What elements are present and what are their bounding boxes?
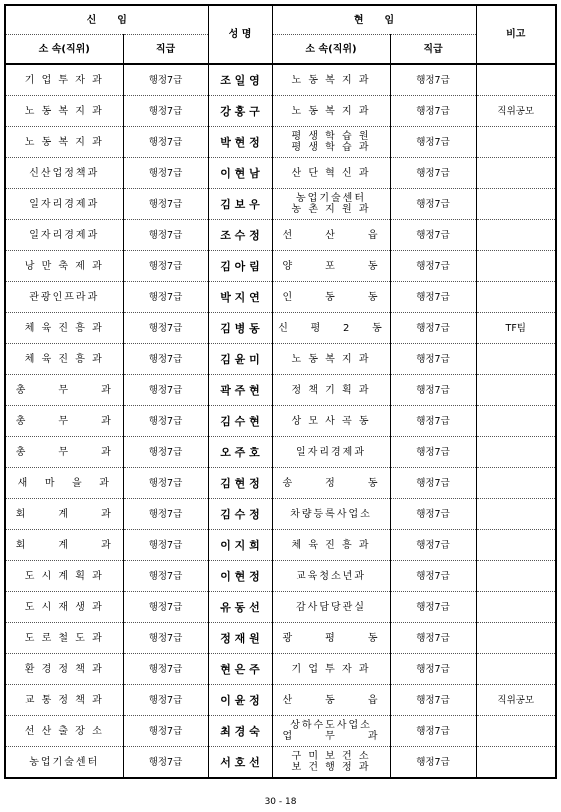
page-number: 30 - 18	[264, 797, 297, 807]
table-row	[5, 716, 556, 747]
current-grade-cell: 행정7급	[390, 716, 476, 747]
table-row	[5, 499, 556, 530]
current-dept-cell: 차량등록사업소	[272, 499, 390, 530]
current-grade-cell: 행정7급	[390, 344, 476, 375]
current-grade-cell: 행정7급	[390, 375, 476, 406]
current-grade-cell: 행정7급	[390, 499, 476, 530]
header-new-group: 신 임	[5, 5, 208, 35]
note-cell: 직위공모	[476, 96, 556, 127]
table-row	[5, 561, 556, 592]
new-grade-cell: 행정7급	[123, 375, 208, 406]
new-dept-cell: 도 로 철 도 과	[5, 623, 123, 654]
note-cell	[476, 251, 556, 282]
note-cell	[476, 64, 556, 96]
new-grade-cell: 행정7급	[123, 561, 208, 592]
current-grade-cell: 행정7급	[390, 251, 476, 282]
current-grade-cell: 행정7급	[390, 127, 476, 158]
new-grade-cell: 행정7급	[123, 716, 208, 747]
new-dept-cell: 도 시 재 생 과	[5, 592, 123, 623]
header-row-1	[5, 5, 556, 35]
new-grade-cell: 행정7급	[123, 406, 208, 437]
note-cell	[476, 747, 556, 779]
table-row	[5, 375, 556, 406]
new-dept-cell: 총 무 과	[5, 375, 123, 406]
new-grade-cell: 행정7급	[123, 654, 208, 685]
new-grade-cell: 행정7급	[123, 220, 208, 251]
header-current-group: 현 임	[272, 5, 476, 35]
table-body	[5, 64, 556, 778]
name-cell: 이 현 정	[208, 561, 272, 592]
current-dept-cell: 산 동 읍	[272, 685, 390, 716]
current-dept-cell: 노 동 복 지 과	[272, 64, 390, 96]
name-cell: 서 호 선	[208, 747, 272, 779]
current-grade-cell: 행정7급	[390, 64, 476, 96]
table-row	[5, 251, 556, 282]
table-row	[5, 685, 556, 716]
name-cell: 유 동 선	[208, 592, 272, 623]
current-dept-cell: 정 책 기 획 과	[272, 375, 390, 406]
note-cell	[476, 592, 556, 623]
current-grade-cell: 행정7급	[390, 96, 476, 127]
table-row	[5, 530, 556, 561]
new-dept-cell: 선 산 출 장 소	[5, 716, 123, 747]
header-note: 비고	[476, 5, 556, 64]
note-cell	[476, 127, 556, 158]
name-cell: 현 은 주	[208, 654, 272, 685]
name-cell: 김 수 정	[208, 499, 272, 530]
header-row-2	[5, 35, 556, 65]
note-cell	[476, 716, 556, 747]
table-row	[5, 127, 556, 158]
name-cell: 곽 주 현	[208, 375, 272, 406]
new-grade-cell: 행정7급	[123, 747, 208, 779]
current-grade-cell: 행정7급	[390, 685, 476, 716]
table-row	[5, 220, 556, 251]
new-grade-cell: 행정7급	[123, 623, 208, 654]
table-row	[5, 406, 556, 437]
name-cell: 이 윤 정	[208, 685, 272, 716]
new-grade-cell: 행정7급	[123, 158, 208, 189]
new-grade-cell: 행정7급	[123, 127, 208, 158]
new-grade-cell: 행정7급	[123, 282, 208, 313]
name-cell: 박 지 연	[208, 282, 272, 313]
current-grade-cell: 행정7급	[390, 158, 476, 189]
current-dept-cell: 송 정 동	[272, 468, 390, 499]
new-grade-cell: 행정7급	[123, 96, 208, 127]
note-cell: 직위공모	[476, 685, 556, 716]
new-dept-cell: 총 무 과	[5, 437, 123, 468]
new-dept-cell: 노 동 복 지 과	[5, 96, 123, 127]
new-grade-cell: 행정7급	[123, 499, 208, 530]
new-grade-cell: 행정7급	[123, 313, 208, 344]
note-cell	[476, 344, 556, 375]
name-cell: 강 홍 구	[208, 96, 272, 127]
personnel-table-page	[4, 4, 555, 779]
name-cell: 오 주 호	[208, 437, 272, 468]
current-dept-cell: 평 생 학 습 원 평 생 학 습 과	[272, 127, 390, 158]
new-dept-cell: 교 통 정 책 과	[5, 685, 123, 716]
current-grade-cell: 행정7급	[390, 468, 476, 499]
name-cell: 조 일 영	[208, 64, 272, 96]
note-cell	[476, 282, 556, 313]
header-current-dept: 소 속(직위)	[272, 35, 390, 65]
new-dept-cell: 일자리경제과	[5, 189, 123, 220]
note-cell	[476, 406, 556, 437]
name-cell: 김 아 림	[208, 251, 272, 282]
name-cell: 이 현 남	[208, 158, 272, 189]
table-row	[5, 189, 556, 220]
new-grade-cell: 행정7급	[123, 685, 208, 716]
new-dept-cell: 신산업정책과	[5, 158, 123, 189]
table-row	[5, 282, 556, 313]
current-dept-cell: 체 육 진 흥 과	[272, 530, 390, 561]
note-cell	[476, 437, 556, 468]
note-cell	[476, 158, 556, 189]
new-dept-cell: 체 육 진 흥 과	[5, 313, 123, 344]
table-row	[5, 592, 556, 623]
current-dept-cell: 노 동 복 지 과	[272, 344, 390, 375]
name-cell: 조 수 정	[208, 220, 272, 251]
name-cell: 정 재 원	[208, 623, 272, 654]
new-dept-cell: 도 시 계 획 과	[5, 561, 123, 592]
new-dept-cell: 총 무 과	[5, 406, 123, 437]
note-cell	[476, 375, 556, 406]
table-row	[5, 313, 556, 344]
new-dept-cell: 기 업 투 자 과	[5, 64, 123, 96]
new-dept-cell: 일자리경제과	[5, 220, 123, 251]
note-cell	[476, 530, 556, 561]
new-grade-cell: 행정7급	[123, 344, 208, 375]
current-dept-cell: 교육청소년과	[272, 561, 390, 592]
current-dept-cell: 상 모 사 곡 동	[272, 406, 390, 437]
current-dept-cell: 광 평 동	[272, 623, 390, 654]
table-row	[5, 654, 556, 685]
new-dept-cell: 회 계 과	[5, 499, 123, 530]
current-grade-cell: 행정7급	[390, 592, 476, 623]
table-row	[5, 64, 556, 96]
current-grade-cell: 행정7급	[390, 313, 476, 344]
new-grade-cell: 행정7급	[123, 64, 208, 96]
current-grade-cell: 행정7급	[390, 406, 476, 437]
note-cell	[476, 468, 556, 499]
current-grade-cell: 행정7급	[390, 623, 476, 654]
note-cell	[476, 561, 556, 592]
header-current-grade: 직급	[390, 35, 476, 65]
current-dept-cell: 일자리경제과	[272, 437, 390, 468]
note-cell	[476, 220, 556, 251]
header-new-dept: 소 속(직위)	[5, 35, 123, 65]
new-grade-cell: 행정7급	[123, 592, 208, 623]
current-grade-cell: 행정7급	[390, 530, 476, 561]
current-grade-cell: 행정7급	[390, 561, 476, 592]
current-grade-cell: 행정7급	[390, 747, 476, 779]
current-grade-cell: 행정7급	[390, 437, 476, 468]
new-dept-cell: 체 육 진 흥 과	[5, 344, 123, 375]
name-cell: 김 병 동	[208, 313, 272, 344]
new-grade-cell: 행정7급	[123, 251, 208, 282]
current-grade-cell: 행정7급	[390, 282, 476, 313]
current-grade-cell: 행정7급	[390, 654, 476, 685]
name-cell: 박 현 정	[208, 127, 272, 158]
new-dept-cell: 환 경 정 책 과	[5, 654, 123, 685]
table-row	[5, 158, 556, 189]
name-cell: 김 보 우	[208, 189, 272, 220]
name-cell: 김 현 정	[208, 468, 272, 499]
new-dept-cell: 낭 만 축 제 과	[5, 251, 123, 282]
table-row	[5, 437, 556, 468]
current-dept-cell: 구 미 보 건 소 보 건 행 정 과	[272, 747, 390, 779]
name-cell: 김 수 현	[208, 406, 272, 437]
table-row	[5, 468, 556, 499]
current-dept-cell: 감사담당관실	[272, 592, 390, 623]
table-row	[5, 747, 556, 779]
table-row	[5, 344, 556, 375]
new-grade-cell: 행정7급	[123, 530, 208, 561]
current-dept-cell: 신 평 2 동	[272, 313, 390, 344]
name-cell: 최 경 숙	[208, 716, 272, 747]
new-dept-cell: 회 계 과	[5, 530, 123, 561]
note-cell	[476, 189, 556, 220]
new-dept-cell: 관광인프라과	[5, 282, 123, 313]
table-row	[5, 623, 556, 654]
current-dept-cell: 상하수도사업소 업 무 과	[272, 716, 390, 747]
current-dept-cell: 인 동 동	[272, 282, 390, 313]
header-new-grade: 직급	[123, 35, 208, 65]
name-cell: 이 지 희	[208, 530, 272, 561]
new-grade-cell: 행정7급	[123, 468, 208, 499]
current-dept-cell: 노 동 복 지 과	[272, 96, 390, 127]
current-grade-cell: 행정7급	[390, 189, 476, 220]
current-dept-cell: 기 업 투 자 과	[272, 654, 390, 685]
new-dept-cell: 노 동 복 지 과	[5, 127, 123, 158]
current-dept-cell: 선 산 읍	[272, 220, 390, 251]
current-dept-cell: 양 포 동	[272, 251, 390, 282]
note-cell	[476, 654, 556, 685]
note-cell	[476, 623, 556, 654]
note-cell: TF팀	[476, 313, 556, 344]
new-dept-cell: 농업기술센터	[5, 747, 123, 779]
new-grade-cell: 행정7급	[123, 437, 208, 468]
name-cell: 김 윤 미	[208, 344, 272, 375]
table-row	[5, 96, 556, 127]
current-grade-cell: 행정7급	[390, 220, 476, 251]
header-name: 성 명	[208, 5, 272, 64]
note-cell	[476, 499, 556, 530]
new-grade-cell: 행정7급	[123, 189, 208, 220]
current-dept-cell: 농업기술센터 농 촌 지 원 과	[272, 189, 390, 220]
new-dept-cell: 새 마 을 과	[5, 468, 123, 499]
personnel-table	[4, 4, 557, 779]
current-dept-cell: 산 단 혁 신 과	[272, 158, 390, 189]
